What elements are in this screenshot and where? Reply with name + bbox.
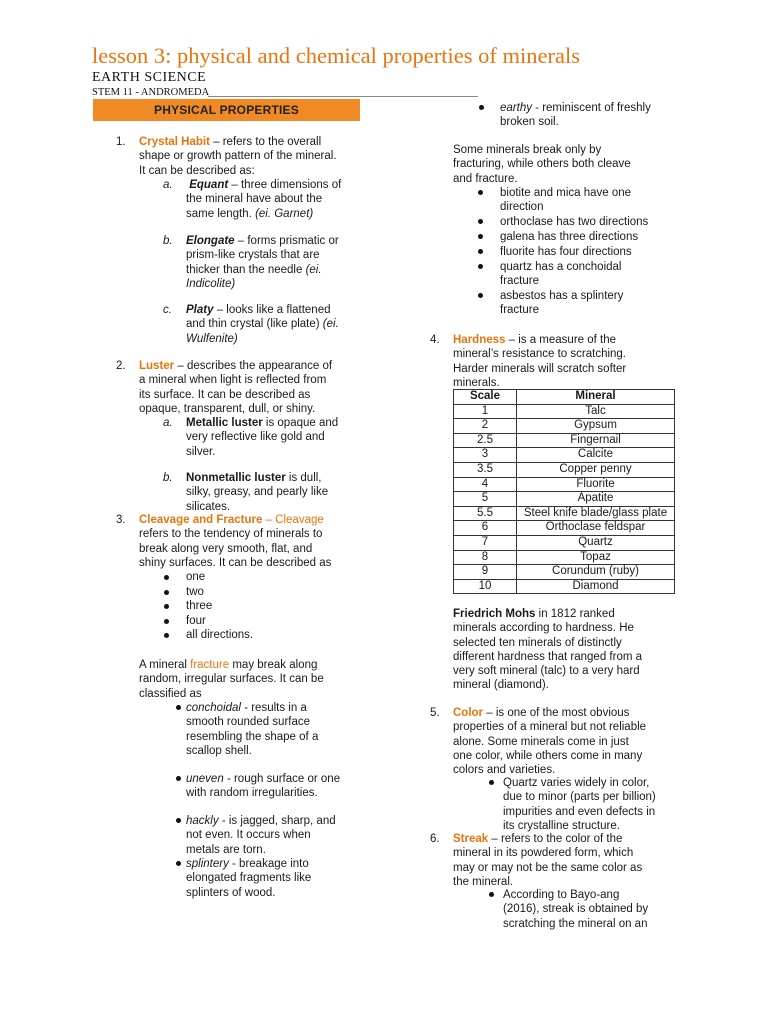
earthy-block bbox=[500, 101, 675, 130]
text-line: fracturing, while others both cleave bbox=[453, 158, 631, 171]
table-row bbox=[454, 404, 675, 419]
column-header-scale: Scale bbox=[454, 390, 517, 405]
crystal-habit-term: Crystal Habit bbox=[139, 136, 210, 148]
text-line: resembling the shape of a bbox=[186, 730, 319, 743]
text-line: asbestos has a splintery bbox=[500, 290, 624, 302]
text-line: quartz has a conchoidal bbox=[500, 261, 622, 273]
text-line: prism-like crystals that are bbox=[186, 249, 320, 262]
fracture-intro bbox=[139, 658, 361, 701]
example-text: Indicolite) bbox=[186, 277, 236, 290]
text-line: – refers to the color of the bbox=[491, 833, 623, 845]
text-line: same length. bbox=[186, 207, 252, 220]
list-item: three bbox=[186, 600, 213, 612]
section-label: STEM 11 - ANDROMEDA bbox=[92, 87, 210, 98]
table-row bbox=[454, 521, 675, 536]
text-line: is dull, bbox=[288, 472, 322, 484]
text-line: According to Bayo-ang bbox=[503, 889, 620, 901]
text-line: a mineral when light is reflected from bbox=[139, 374, 327, 387]
text-line: – three dimensions of bbox=[231, 179, 342, 191]
example-text: (ei. bbox=[322, 318, 339, 331]
text-line: – is one of the most obvious bbox=[486, 707, 630, 719]
table-cell: 3.5 bbox=[454, 462, 517, 477]
bullet-icon bbox=[478, 219, 483, 224]
example-text: (ei. Garnet) bbox=[255, 207, 314, 220]
table-row bbox=[454, 579, 675, 594]
color-block bbox=[453, 706, 675, 777]
text-line: silicates. bbox=[186, 500, 231, 513]
mohs-name: Friedrich Mohs bbox=[453, 608, 536, 620]
table-cell: Copper penny bbox=[517, 462, 675, 477]
list-item: two bbox=[186, 586, 204, 598]
physical-properties-banner: PHYSICAL PROPERTIES bbox=[93, 99, 360, 121]
text-line: thicker than the needle bbox=[186, 263, 303, 276]
conchoidal-term: conchoidal bbox=[186, 702, 241, 714]
text-line: and fracture. bbox=[453, 172, 518, 185]
text-line: the mineral have about the bbox=[186, 193, 323, 206]
text-line: alone. Some minerals come in just bbox=[453, 735, 629, 748]
text-line: (2016), streak is obtained by bbox=[503, 903, 649, 916]
text-line: elongated fragments like bbox=[186, 872, 312, 885]
table-row bbox=[454, 419, 675, 434]
streak-bullet bbox=[503, 888, 675, 931]
sub-letter: b. bbox=[163, 472, 173, 484]
bullet-icon bbox=[164, 575, 169, 580]
table-cell: 8 bbox=[454, 550, 517, 565]
item-number: 3. bbox=[116, 514, 126, 526]
table-cell: 6 bbox=[454, 521, 517, 536]
table-row bbox=[454, 550, 675, 565]
text-line: in 1812 ranked bbox=[538, 608, 615, 620]
sub-letter: a. bbox=[163, 179, 173, 191]
item-number: 1. bbox=[116, 136, 126, 148]
table-header-row bbox=[454, 390, 675, 405]
bullet-icon bbox=[478, 249, 483, 254]
table-cell: 5 bbox=[454, 492, 517, 507]
table-row bbox=[454, 492, 675, 507]
streak-term: Streak bbox=[453, 833, 489, 845]
bullet-icon bbox=[478, 264, 483, 269]
text-line: break along very smooth, flat, and bbox=[139, 542, 313, 555]
table-cell: Orthoclase feldspar bbox=[517, 521, 675, 536]
text-line: scallop shell. bbox=[186, 744, 252, 757]
elongate-block bbox=[186, 234, 361, 291]
luster-term: Luster bbox=[139, 360, 175, 372]
table-cell: Diamond bbox=[517, 579, 675, 594]
text-line: Some minerals break only by bbox=[453, 144, 602, 156]
text-line: its crystalline structure. bbox=[503, 819, 620, 832]
metallic-luster-block bbox=[186, 416, 361, 459]
text-line: selected ten minerals of distinctly bbox=[453, 636, 622, 649]
bullet-icon bbox=[478, 293, 483, 298]
text-line: splinters of wood. bbox=[186, 886, 276, 899]
column-header-mineral: Mineral bbox=[517, 390, 675, 405]
table-cell: Gypsum bbox=[517, 419, 675, 434]
text-line: smooth rounded surface bbox=[186, 716, 311, 729]
table-cell: Corundum (ruby) bbox=[517, 565, 675, 580]
table-row bbox=[454, 477, 675, 492]
bullet-icon bbox=[164, 604, 169, 609]
text-line: fracture bbox=[500, 304, 539, 317]
cleave-intro bbox=[453, 143, 675, 186]
list-item bbox=[500, 186, 675, 215]
fracture-term: fracture bbox=[190, 659, 230, 671]
list-item: fluorite has four directions bbox=[500, 246, 632, 258]
text-line: the mineral. bbox=[453, 875, 514, 888]
splintery-term: splintery bbox=[186, 858, 229, 870]
text-line: very soft mineral (talc) to a very hard bbox=[453, 665, 640, 678]
table-row bbox=[454, 448, 675, 463]
nonmetallic-luster-term: Nonmetallic luster bbox=[186, 472, 286, 484]
sub-letter: b. bbox=[163, 235, 173, 247]
bullet-icon bbox=[489, 892, 494, 897]
color-bullet bbox=[503, 776, 675, 833]
text-line: its surface. It can be described as bbox=[139, 388, 311, 401]
text-line: random, irregular surfaces. It can be bbox=[139, 673, 324, 686]
earthy-term: earthy bbox=[500, 102, 532, 114]
text-line: silky, greasy, and pearly like bbox=[186, 486, 329, 499]
bullet-icon bbox=[164, 619, 169, 624]
text-line: is opaque and bbox=[265, 417, 339, 429]
table-row bbox=[454, 506, 675, 521]
text-line: – looks like a flattened bbox=[216, 304, 331, 316]
table-cell: Apatite bbox=[517, 492, 675, 507]
table-cell: 9 bbox=[454, 565, 517, 580]
text-line: It can be described as: bbox=[139, 164, 255, 177]
table-cell: Calcite bbox=[517, 448, 675, 463]
table-row bbox=[454, 565, 675, 580]
example-text: (ei. bbox=[305, 263, 322, 276]
bullet-icon bbox=[479, 105, 484, 110]
item-number: 4. bbox=[430, 334, 440, 346]
item-number: 6. bbox=[430, 833, 440, 845]
text-line: refers to the tendency of minerals to bbox=[139, 528, 323, 541]
cleavage-fracture-term: Cleavage and Fracture bbox=[139, 514, 263, 526]
dash: – bbox=[265, 514, 272, 526]
list-item: one bbox=[186, 571, 206, 583]
text-line: and thin crystal (like plate) bbox=[186, 318, 320, 331]
hackly-term: hackly bbox=[186, 815, 219, 827]
text-line: with random irregularities. bbox=[186, 787, 318, 800]
text-line: may break along bbox=[232, 659, 318, 671]
text-line: – is a measure of the bbox=[508, 334, 617, 346]
text-line: Quartz varies widely in color, bbox=[503, 777, 650, 789]
table-row bbox=[454, 462, 675, 477]
text-line: due to minor (parts per billion) bbox=[503, 791, 656, 804]
bullet-icon bbox=[478, 234, 483, 239]
bullet-icon bbox=[164, 590, 169, 595]
text-line: silver. bbox=[186, 445, 216, 458]
text-line: A mineral bbox=[139, 659, 187, 671]
table-cell: 1 bbox=[454, 404, 517, 419]
hackly-block bbox=[186, 814, 361, 857]
text-line: minerals. bbox=[453, 376, 500, 389]
hardness-block bbox=[453, 333, 675, 390]
text-line: opaque, transparent, dull, or shiny. bbox=[139, 402, 316, 415]
text-line: - rough surface or one bbox=[226, 773, 341, 785]
text-line: different hardness that ranged from a bbox=[453, 650, 643, 663]
item-number: 2. bbox=[116, 360, 126, 372]
list-item: four bbox=[186, 615, 206, 627]
elongate-term: Elongate bbox=[186, 235, 235, 247]
cleavage-block bbox=[139, 513, 361, 570]
uneven-term: uneven bbox=[186, 773, 224, 785]
text-line: - breakage into bbox=[232, 858, 309, 870]
text-line: - results in a bbox=[244, 702, 307, 714]
text-line: direction bbox=[500, 201, 544, 214]
table-row bbox=[454, 535, 675, 550]
text-line: mineral in its powdered form, which bbox=[453, 847, 634, 860]
table-row bbox=[454, 433, 675, 448]
list-item: all directions. bbox=[186, 629, 254, 641]
splintery-block bbox=[186, 857, 361, 900]
table-cell: Steel knife blade/glass plate bbox=[517, 506, 675, 521]
color-term: Color bbox=[453, 707, 484, 719]
item-number: 5. bbox=[430, 707, 440, 719]
equant-block bbox=[186, 178, 361, 221]
text-line: - reminiscent of freshly bbox=[535, 102, 651, 114]
streak-block bbox=[453, 832, 675, 889]
bullet-icon bbox=[164, 633, 169, 638]
text-line: Harder minerals will scratch softer bbox=[453, 362, 627, 375]
mohs-paragraph bbox=[453, 607, 675, 693]
table-cell: 2.5 bbox=[454, 433, 517, 448]
text-line: may or may not be the same color as bbox=[453, 861, 643, 874]
hardness-term: Hardness bbox=[453, 334, 506, 346]
bullet-icon bbox=[176, 818, 181, 823]
equant-term: Equant bbox=[189, 179, 229, 191]
text-line: shape or growth pattern of the mineral. bbox=[139, 150, 337, 163]
platy-block bbox=[186, 303, 361, 346]
list-item: orthoclase has two directions bbox=[500, 216, 649, 228]
table-cell: Fluorite bbox=[517, 477, 675, 492]
list-item: galena has three directions bbox=[500, 231, 639, 243]
table-cell: Quartz bbox=[517, 535, 675, 550]
nonmetallic-luster-block bbox=[186, 471, 361, 514]
table-cell: 10 bbox=[454, 579, 517, 594]
text-line: – describes the appearance of bbox=[177, 360, 333, 372]
list-item bbox=[500, 260, 675, 289]
crystal-habit-block bbox=[139, 135, 361, 178]
bullet-icon bbox=[176, 705, 181, 710]
table-cell: Topaz bbox=[517, 550, 675, 565]
list-item bbox=[500, 289, 675, 318]
bullet-icon bbox=[478, 190, 483, 195]
text-line: mineral (diamond). bbox=[453, 679, 549, 692]
text-line: broken soil. bbox=[500, 116, 559, 129]
table-cell: 5.5 bbox=[454, 506, 517, 521]
table-cell: Fingernail bbox=[517, 433, 675, 448]
sub-letter: c. bbox=[163, 304, 172, 316]
conchoidal-block bbox=[186, 701, 361, 758]
header-rule bbox=[208, 96, 478, 97]
text-line: properties of a mineral but not reliable bbox=[453, 721, 647, 734]
table-cell: 4 bbox=[454, 477, 517, 492]
text-line: very reflective like gold and bbox=[186, 431, 325, 444]
text-line: classified as bbox=[139, 687, 202, 700]
bullet-icon bbox=[176, 861, 181, 866]
text-line: not even. It occurs when bbox=[186, 829, 311, 842]
text-line: metals are torn. bbox=[186, 843, 266, 856]
cleavage-term: Cleavage bbox=[275, 514, 324, 526]
luster-block bbox=[139, 359, 361, 416]
table-cell: 3 bbox=[454, 448, 517, 463]
table-cell: Talc bbox=[517, 404, 675, 419]
text-line: impurities and even defects in bbox=[503, 805, 656, 818]
mohs-hardness-table bbox=[453, 389, 675, 594]
text-line: scratching the mineral on an bbox=[503, 917, 648, 930]
text-line: - is jagged, sharp, and bbox=[221, 815, 336, 827]
text-line: shiny surfaces. It can be described as bbox=[139, 556, 332, 569]
page-title: lesson 3: physical and chemical properties of minerals bbox=[92, 43, 580, 68]
text-line: colors and varieties. bbox=[453, 764, 556, 777]
text-line: minerals according to hardness. He bbox=[453, 622, 634, 635]
subject-heading: EARTH SCIENCE bbox=[92, 70, 207, 85]
uneven-block bbox=[186, 772, 366, 801]
metallic-luster-term: Metallic luster bbox=[186, 417, 263, 429]
bullet-icon bbox=[176, 776, 181, 781]
table-cell: 7 bbox=[454, 535, 517, 550]
text-line: mineral’s resistance to scratching. bbox=[453, 348, 626, 361]
text-line: biotite and mica have one bbox=[500, 187, 632, 199]
platy-term: Platy bbox=[186, 304, 214, 316]
text-line: – forms prismatic or bbox=[237, 235, 339, 247]
table-cell: 2 bbox=[454, 419, 517, 434]
sub-letter: a. bbox=[163, 417, 173, 429]
text-line: – refers to the overall bbox=[213, 136, 322, 148]
text-line: one color, while others come in many bbox=[453, 749, 643, 762]
text-line: fracture bbox=[500, 275, 539, 288]
example-text: Wulfenite) bbox=[186, 332, 238, 345]
bullet-icon bbox=[489, 780, 494, 785]
